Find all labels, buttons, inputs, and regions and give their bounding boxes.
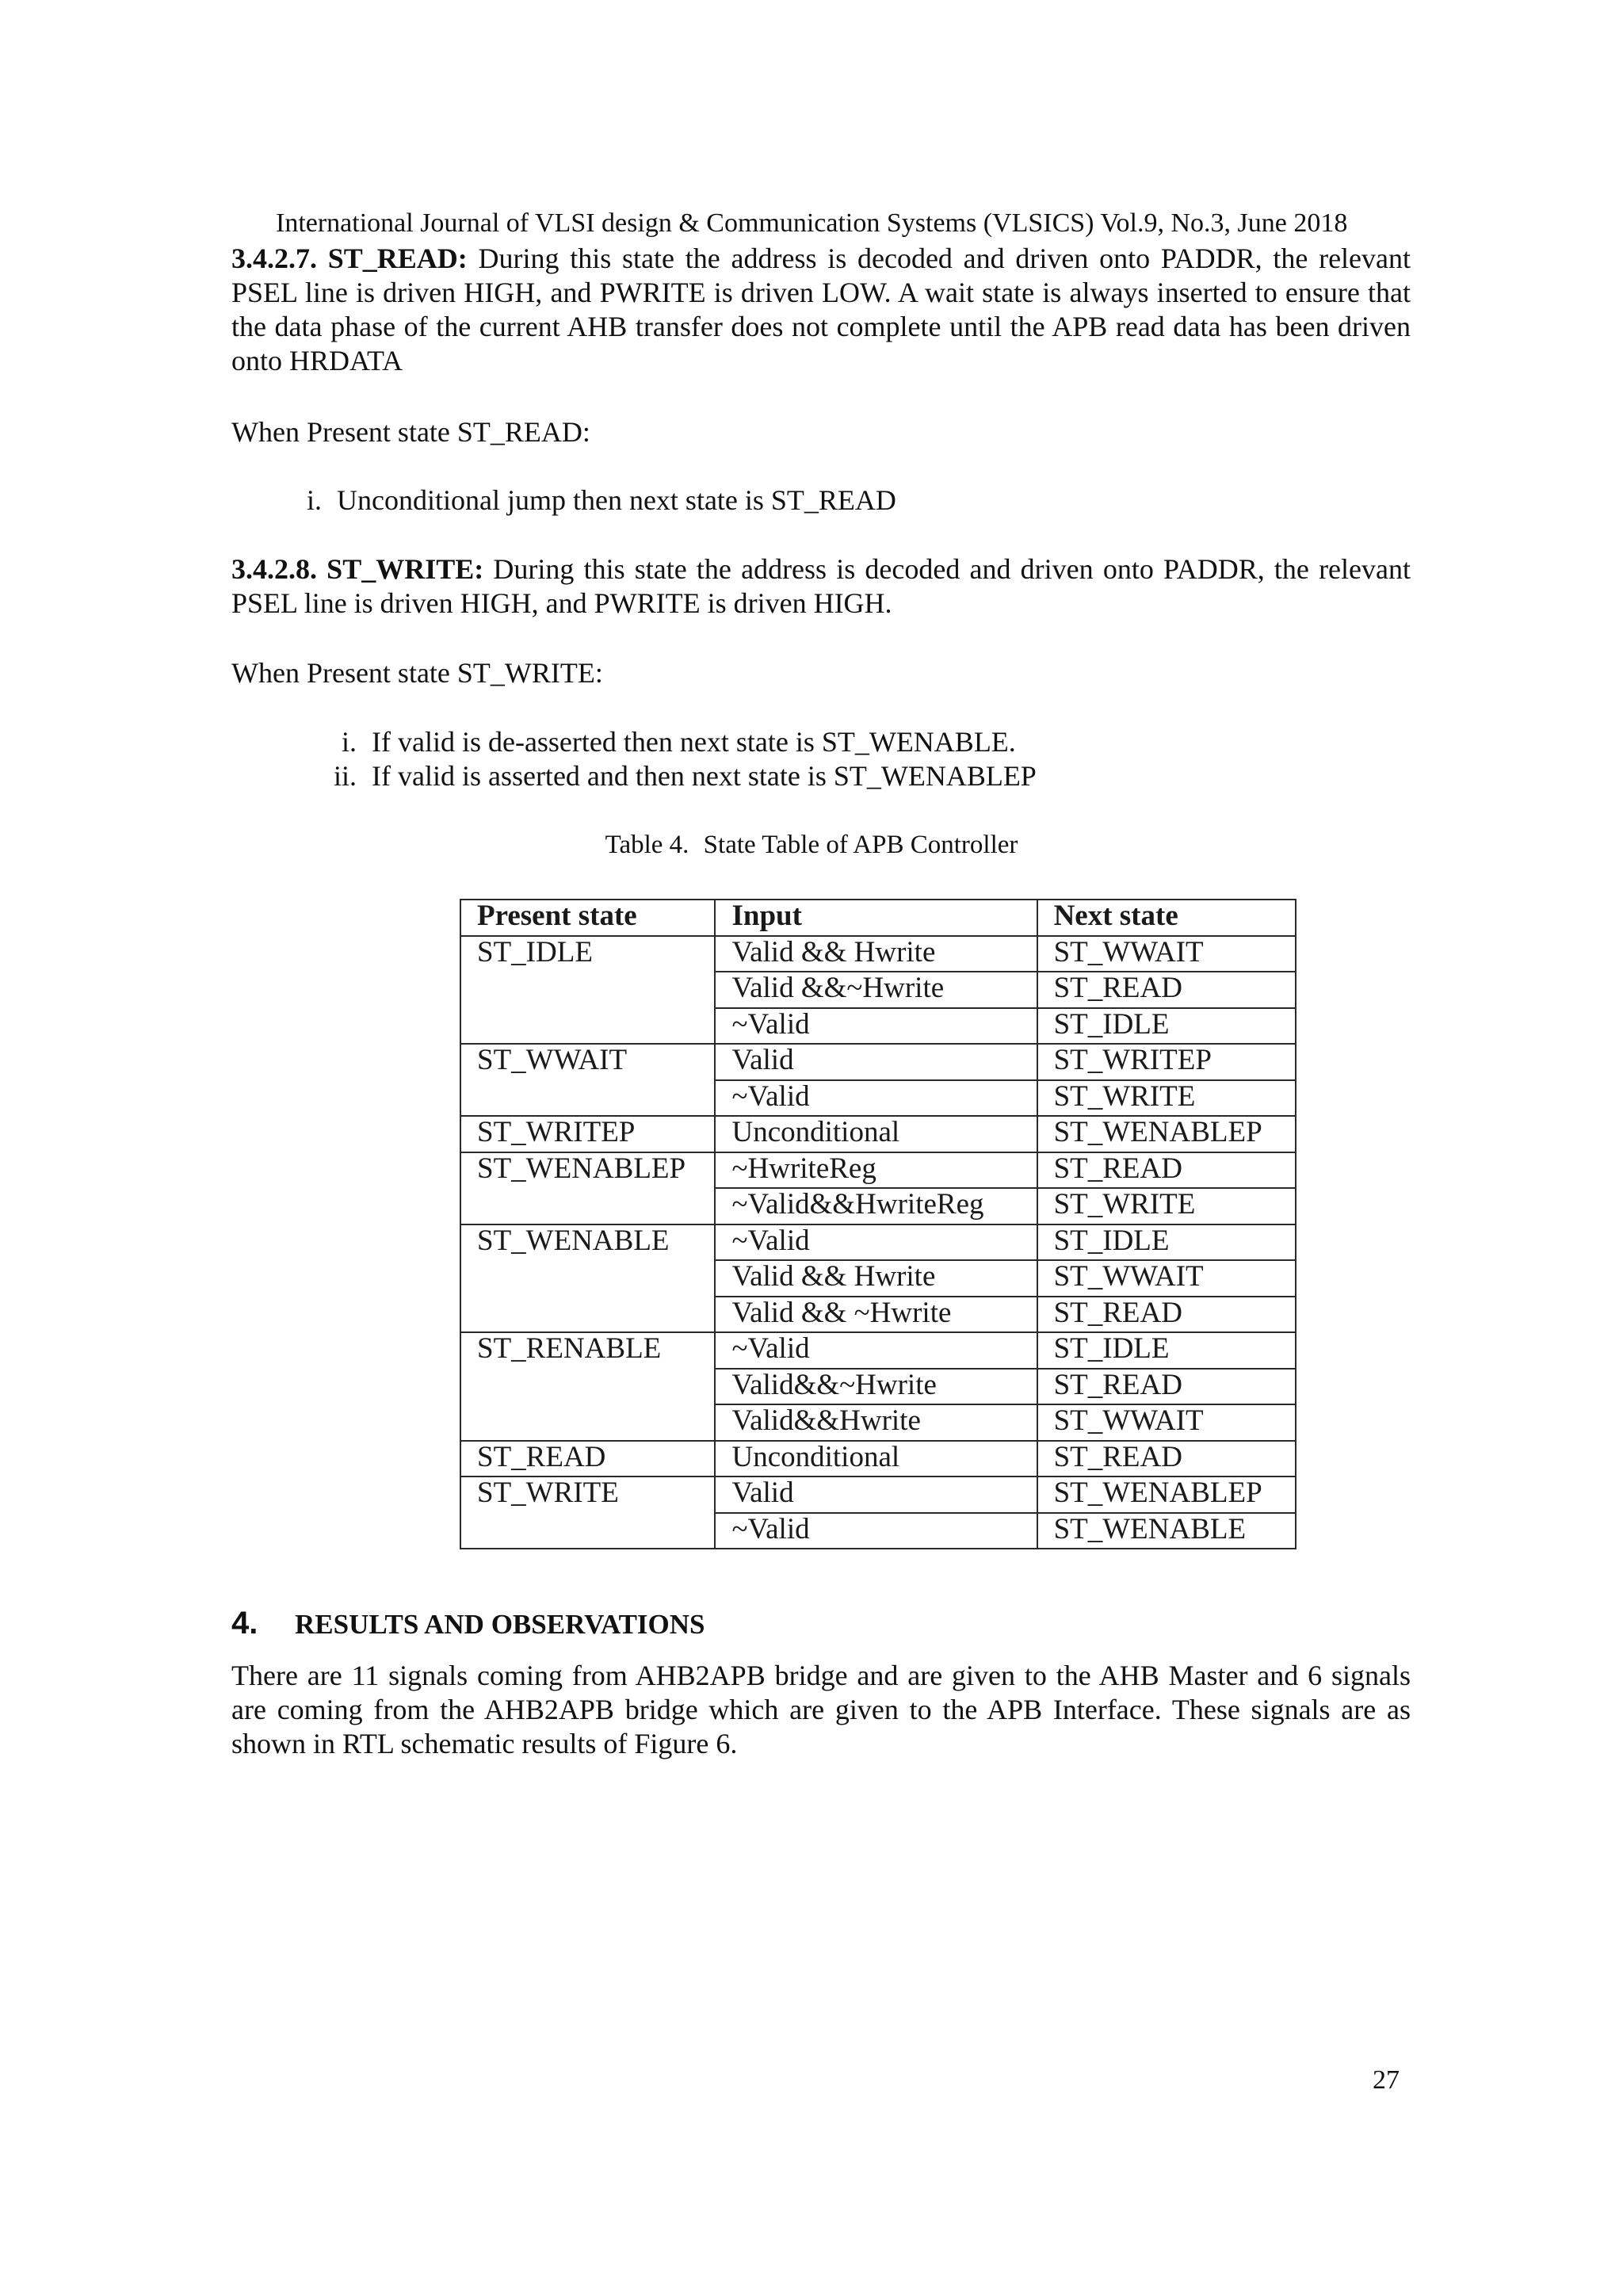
st-read-list-item <box>293 483 896 518</box>
input-cell: ~Valid <box>715 1008 1037 1045</box>
input-cell: ~Valid <box>715 1080 1037 1117</box>
header-present-state: Present state <box>460 900 715 936</box>
next-state-cell: ST_READ <box>1037 1369 1296 1405</box>
st-write-description: During this state the address is decoded and driven onto PADDR, the relevant PSEL line is driven HIGH, and PWRITE is driven HIGH. <box>231 553 1411 619</box>
present-state-cell: ST_RENABLE <box>460 1332 715 1441</box>
present-state-cell: ST_WWAIT <box>460 1044 715 1116</box>
section-title: RESULTS AND OBSERVATIONS <box>295 1609 705 1640</box>
header-next-state: Next state <box>1037 900 1296 936</box>
table-row <box>460 1152 1296 1189</box>
input-cell: Valid && ~Hwrite <box>715 1297 1037 1333</box>
present-state-cell: ST_WENABLEP <box>460 1152 715 1224</box>
state-table <box>460 899 1296 1549</box>
section-number: 4. <box>231 1606 258 1641</box>
present-state-cell: ST_WRITEP <box>460 1116 715 1152</box>
input-cell: ~Valid <box>715 1332 1037 1369</box>
input-cell: ~HwriteReg <box>715 1152 1037 1189</box>
st-read-when: When Present state ST_READ: <box>231 416 590 448</box>
table-row <box>460 1441 1296 1477</box>
input-cell: Valid <box>715 1044 1037 1080</box>
st-read-description: During this state the address is decoded and driven onto PADDR, the relevant PSEL line is driven HIGH, and PWRITE is driven LOW. A wait state is always inserted to ensure that the data phase of the current AHB transfer does not complete until the APB read data has been driven onto HRDATA <box>231 243 1411 376</box>
st-read-paragraph <box>231 242 1411 378</box>
st-write-when: When Present state ST_WRITE: <box>231 657 603 689</box>
input-cell: Unconditional <box>715 1116 1037 1152</box>
table-caption-text: State Table of APB Controller <box>703 831 1018 859</box>
st-write-paragraph <box>231 552 1411 621</box>
input-cell: Valid <box>715 1477 1037 1513</box>
next-state-cell: ST_WWAIT <box>1037 936 1296 972</box>
table-header-row <box>460 900 1296 936</box>
list-text: If valid is de-asserted then next state is ST_WENABLE. <box>372 726 1016 758</box>
header-input: Input <box>715 900 1037 936</box>
next-state-cell: ST_READ <box>1037 1441 1296 1477</box>
present-state-cell: ST_READ <box>460 1441 715 1477</box>
table-caption <box>0 829 1623 861</box>
list-text: Unconditional jump then next state is ST_READ <box>337 484 896 516</box>
results-paragraph: There are 11 signals coming from AHB2APB bridge and are given to the AHB Master and 6 signals are coming from the AHB2APB bridge which are given to the APB Interface. These signals are as shown in RTL schematic results of Figure 6. <box>231 1660 1411 1759</box>
table-row <box>460 1477 1296 1513</box>
input-cell: ~Valid&&HwriteReg <box>715 1188 1037 1224</box>
input-cell: Unconditional <box>715 1441 1037 1477</box>
present-state-cell: ST_IDLE <box>460 936 715 1045</box>
table-row <box>460 1044 1296 1080</box>
next-state-cell: ST_WRITE <box>1037 1080 1296 1117</box>
st-read-subheading: 3.4.2.7. ST_READ: <box>231 243 468 274</box>
next-state-cell: ST_IDLE <box>1037 1332 1296 1369</box>
page-number: 27 <box>1373 2065 1400 2095</box>
next-state-cell: ST_WWAIT <box>1037 1404 1296 1441</box>
table-row <box>460 1332 1296 1369</box>
next-state-cell: ST_IDLE <box>1037 1224 1296 1261</box>
input-cell: Valid &&~Hwrite <box>715 972 1037 1008</box>
section-4-heading <box>231 1606 705 1641</box>
next-state-cell: ST_WRITEP <box>1037 1044 1296 1080</box>
next-state-cell: ST_WENABLE <box>1037 1513 1296 1549</box>
journal-header: International Journal of VLSI design & Communication Systems (VLSICS) Vol.9, No.3, June 2018 <box>276 208 1348 238</box>
present-state-cell: ST_WENABLE <box>460 1224 715 1333</box>
list-number: ii. <box>333 760 357 792</box>
table-row <box>460 1116 1296 1152</box>
next-state-cell: ST_WRITE <box>1037 1188 1296 1224</box>
next-state-cell: ST_READ <box>1037 1297 1296 1333</box>
table-caption-label: Table 4. <box>605 831 689 859</box>
next-state-cell: ST_WENABLEP <box>1037 1477 1296 1513</box>
input-cell: Valid&&Hwrite <box>715 1404 1037 1441</box>
next-state-cell: ST_READ <box>1037 1152 1296 1189</box>
next-state-cell: ST_WWAIT <box>1037 1260 1296 1297</box>
present-state-cell: ST_WRITE <box>460 1477 715 1549</box>
input-cell: Valid && Hwrite <box>715 936 1037 972</box>
st-write-subheading: 3.4.2.8. ST_WRITE: <box>231 553 484 585</box>
input-cell: ~Valid <box>715 1513 1037 1549</box>
list-text: If valid is asserted and then next state is ST_WENABLEP <box>372 760 1037 792</box>
next-state-cell: ST_WENABLEP <box>1037 1116 1296 1152</box>
next-state-cell: ST_READ <box>1037 972 1296 1008</box>
st-write-list-item-2 <box>325 759 1037 793</box>
list-number: i. <box>306 484 322 516</box>
input-cell: Valid&&~Hwrite <box>715 1369 1037 1405</box>
st-write-list-item-1 <box>325 725 1016 759</box>
input-cell: Valid && Hwrite <box>715 1260 1037 1297</box>
table-row <box>460 936 1296 972</box>
next-state-cell: ST_IDLE <box>1037 1008 1296 1045</box>
list-number: i. <box>341 726 357 758</box>
table-row <box>460 1224 1296 1261</box>
input-cell: ~Valid <box>715 1224 1037 1261</box>
